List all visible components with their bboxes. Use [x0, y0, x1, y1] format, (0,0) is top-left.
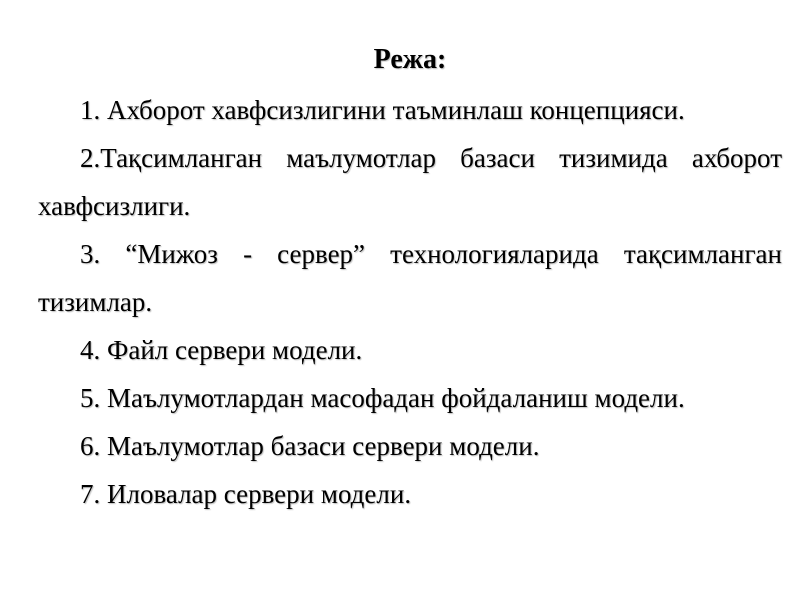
slide-title: Режа: — [373, 44, 447, 75]
plan-item-4: 4. Файл сервери модели. — [80, 335, 363, 365]
plan-item-5: 5. Маълумотлардан масофадан фойдаланиш модели. — [80, 383, 685, 413]
plan-item-2: 2.Тақсимланган маълумотлар базаси тизимида ахборот хавфсизлиги. — [38, 143, 782, 221]
plan-item-3: 3. “Мижоз - сервер” технологияларида тақсимланган тизимлар. — [38, 239, 782, 317]
plan-item-7: 7. Иловалар сервери модели. — [80, 479, 412, 509]
plan-item-6: 6. Маълумотлар базаси сервери модели. — [80, 431, 540, 461]
plan-list — [38, 86, 782, 518]
plan-item-1: 1. Ахборот хавфсизлигини таъминлаш концепцияси. — [80, 95, 685, 125]
